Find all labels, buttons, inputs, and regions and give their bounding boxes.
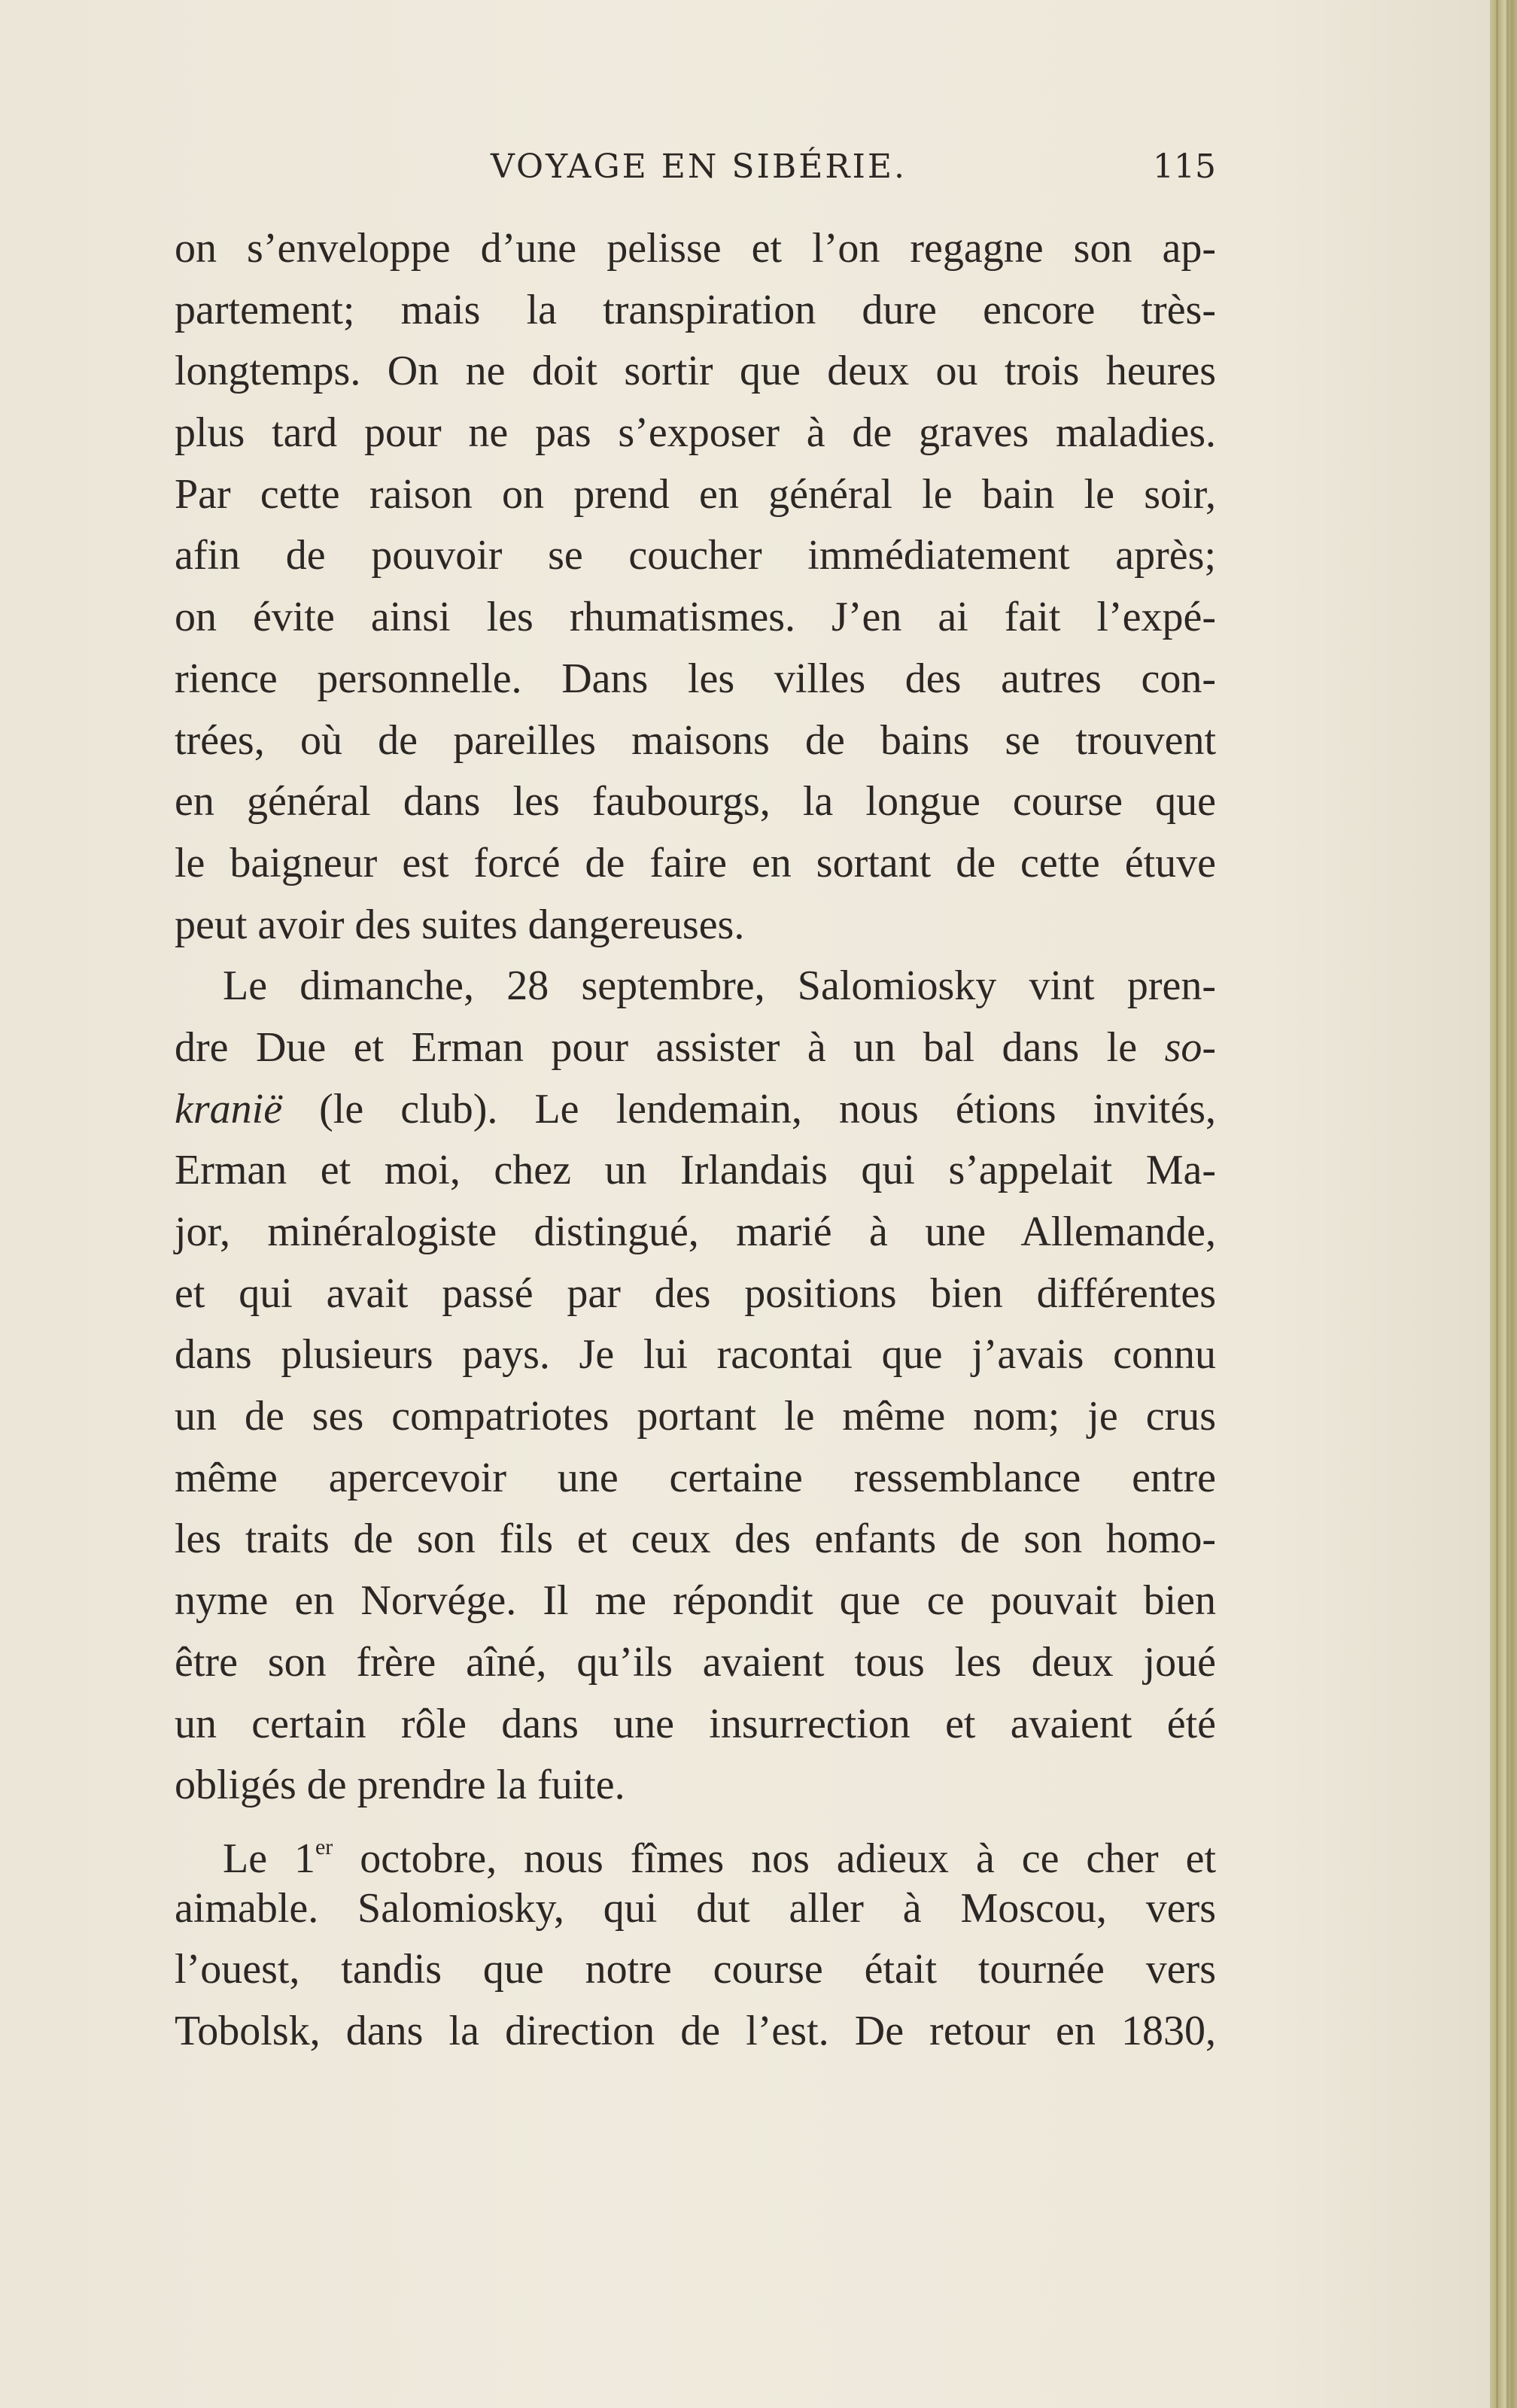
text-line: partement; mais la transpiration dure encore très- — [175, 286, 1216, 333]
text-line: trées, où de pareilles maisons de bains se trouvent — [175, 716, 1216, 764]
text-line: Erman et moi, chez un Irlandais qui s’appelait Ma- — [175, 1147, 1216, 1194]
text-line — [175, 1017, 1216, 1079]
text-line: rience personnelle. Dans les villes des autres con- — [175, 655, 1216, 702]
text-line: afin de pouvoir se coucher immédiatement après; — [175, 532, 1216, 579]
text-line: l’ouest, tandis que notre course était tournée vers — [175, 1946, 1216, 1993]
text-line — [175, 1817, 1217, 1882]
text-line: on évite ainsi les rhumatismes. J’en ai fait l’expé- — [175, 594, 1216, 641]
page-number: 115 — [1153, 147, 1216, 186]
text-line: et qui avait passé par des positions bien différentes — [175, 1269, 1216, 1317]
text-line: on s’enveloppe d’une pelisse et l’on regagne son ap- — [175, 225, 1216, 272]
text-line: jor, minéralogiste distingué, marié à une Allemande, — [175, 1209, 1216, 1255]
text-fragment: Le 1 — [223, 1835, 315, 1882]
body-text — [175, 218, 1216, 2063]
text-fragment: octobre, nous fîmes nos adieux à ce cher et — [360, 1835, 1217, 1882]
text-line: peut avoir des suites dangereuses. — [175, 901, 745, 948]
italic-word: so- — [1164, 1023, 1217, 1071]
text-line: dans plusieurs pays. Je lui racontai que j’avais connu — [175, 1331, 1216, 1379]
italic-word: kranië — [175, 1085, 283, 1133]
page-header — [175, 147, 1216, 200]
edge-line — [1496, 0, 1498, 2408]
running-title: VOYAGE EN SIBÉRIE. — [491, 147, 907, 186]
page-edge — [1490, 0, 1517, 2408]
text-line: aimable. Salomiosky, qui dut aller à Moscou, vers — [175, 1884, 1216, 1932]
text-line: être son frère aîné, qu’ils avaient tous les deux joué — [175, 1638, 1216, 1686]
text-line: même apercevoir une certaine ressemblance entre — [175, 1454, 1216, 1501]
text-line: Tobolsk, dans la direction de l’est. De retour en 1830, — [175, 2007, 1216, 2054]
text-line: le baigneur est forcé de faire en sortant de cette étuve — [175, 839, 1216, 886]
text-line: longtemps. On ne doit sortir que deux ou trois heures — [175, 348, 1216, 395]
text-fragment: dre Due et Erman pour assister à un bal dans le — [175, 1023, 1138, 1071]
text-fragment: (le club). Le lendemain, nous étions invités, — [319, 1085, 1217, 1133]
text-line — [175, 1079, 1216, 1141]
text-line: nyme en Norvége. Il me répondit que ce pouvait bien — [175, 1577, 1216, 1625]
text-line: un certain rôle dans une insurrection et avaient été — [175, 1700, 1216, 1747]
text-line: un de ses compatriotes portant le même nom; je crus — [175, 1393, 1216, 1440]
text-line: Le dimanche, 28 septembre, Salomiosky vint pren- — [223, 962, 1216, 1010]
edge-line — [1506, 0, 1509, 2408]
text-line: en général dans les faubourgs, la longue course que — [175, 778, 1216, 825]
text-line: obligés de prendre la fuite. — [175, 1762, 625, 1809]
text-line: les traits de son fils et ceux des enfants de son homo- — [175, 1516, 1216, 1563]
text-line: plus tard pour ne pas s’exposer à de graves maladies. — [175, 409, 1216, 457]
superscript: er — [315, 1834, 333, 1859]
text-line: Par cette raison on prend en général le bain le soir, — [175, 470, 1216, 518]
